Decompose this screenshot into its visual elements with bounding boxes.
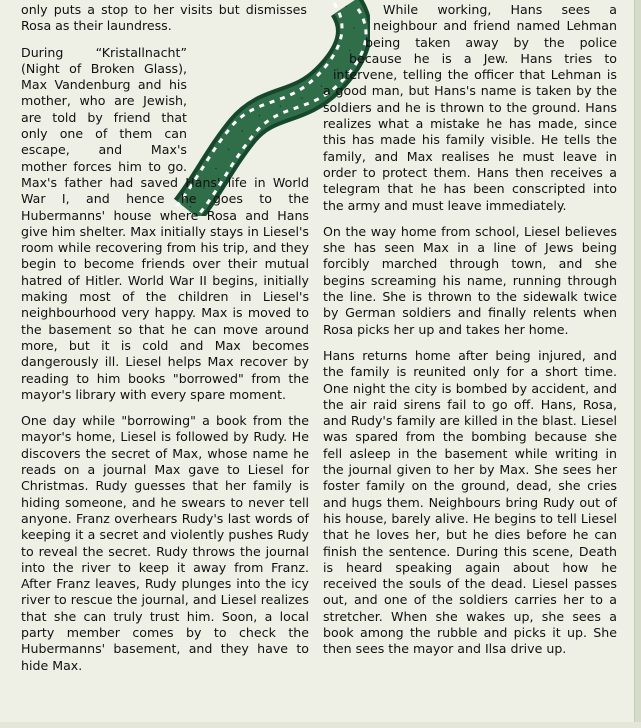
right-column — [323, 2, 617, 668]
left-column — [21, 2, 309, 684]
paragraph: One day while "borrowing" a book from the mayor's home, Liesel is followed by Rudy. He discovers the secret of Max, whose name he reads on a journal Max gave to Liesel for Christmas. Rudy guesses that her family is hiding someone, and he swears to never tell anyone. Franz overhears Rudy's last words of keeping it a secret and violently pushes Rudy to reveal the secret. Rudy throws the journal into the river to keep it away from Franz. After Franz leaves, Rudy plunges into the icy river to rescue the journal, and Liesel realizes that she can truly trust him. Soon, a local party member comes by to check the Hubermanns' basement, and they have to hide Max. — [21, 413, 309, 673]
paragraph: On the way home from school, Liesel believes she has seen Max in a line of Jews being forcibly marched through town, and she begins screaming his name, running through the line. She is thrown to the sidewalk twice by German soldiers and finally relents when Rosa picks her up and takes her home. — [323, 223, 617, 337]
page-edge — [634, 0, 641, 728]
paragraph: Hans returns home after being injured, and the family is reunited only for a short time. One night the city is bombed by accident, and the air raid sirens fail to go off. Hans, Rosa, and Rudy's family are killed in the blast. Liesel was spared from the bombing because she fell asleep in the basement while writing in the journal given to her by Max. She sees her foster family on the ground, dead, she cries and hugs them. Neighbours bring Rudy out of his house, barely alive. He begins to tell Liesel that he loves her, but he dies before he can finish the sentence. During this scene, Death is heard speaking again about how he received the souls of the dead. Liesel passes out, and one of the soldiers carries her to a stretcher. When she wakes up, she sees a book among the rubble and picks it up. She then sees the mayor and Ilsa drive up. — [323, 347, 617, 657]
paragraph: While working, Hans sees a neighbour and friend named Lehman being taken away by the police because he is a Jew. Hans tries to intervene, telling the officer that Lehman is a good man, but Hans's name is taken by the soldiers and he is thrown to the ground. Hans realizes what a mistake he has made, since this has made his family visible. He tells the family, and Max realises he must leave in order to protect them. Hans then receives a telegram that he has been conscripted into the army and must leave immediately. — [323, 2, 617, 213]
paragraph: During “Kristallnacht” (Night of Broken Glass), Max Vandenburg and his mother, who are Jewish, are told by friend that only one of them can escape, and Max's mother forces him to go. Max's father had saved Hans' life in World War I, and hence he goes to the Hubermanns' house where Rosa and Hans give him shelter. Max initially stays in Liesel's room while recovering from his trip, and they begin to become friends over their mutual hatred of Hitler. World War II begins, initially making most of the children in Liesel's neighbourhood very happy. Max is moved to the basement so that he can move around more, but it is cold and Max becomes dangerously ill. Liesel helps Max recover by reading to him books "borrowed" from the mayor's library with every spare moment. — [21, 44, 309, 402]
paragraph: only puts a stop to her visits but dismisses Rosa as their laundress. — [21, 2, 307, 34]
page-edge — [0, 722, 641, 728]
